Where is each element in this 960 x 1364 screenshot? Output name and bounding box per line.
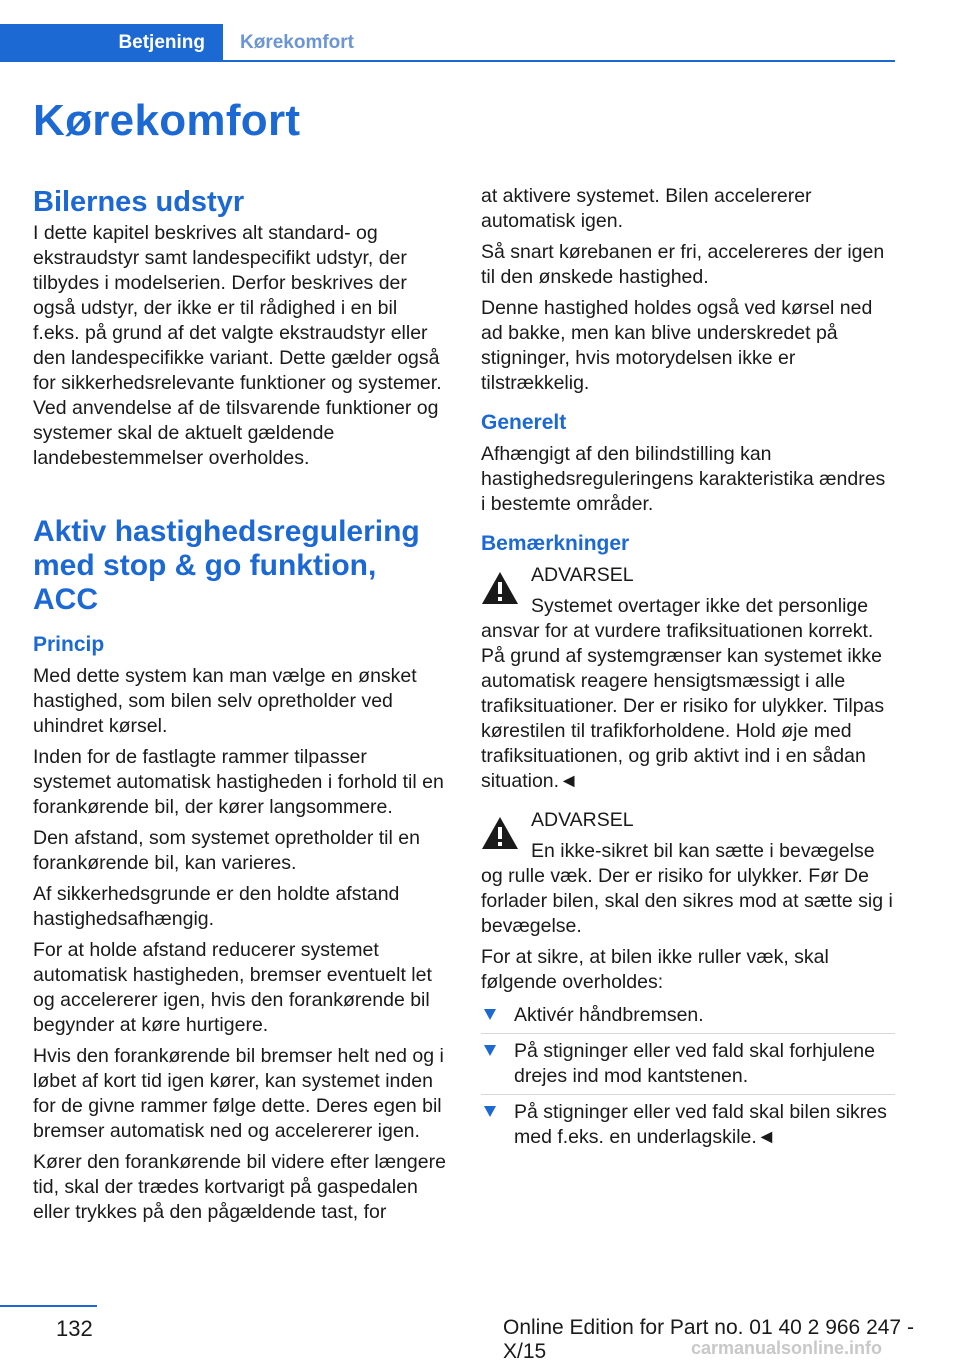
body-paragraph: Så snart kørebanen er fri, accelereres der igen til den ønskede hastighed.	[481, 241, 885, 288]
body-paragraph: For at holde afstand reducerer systemet automatisk hastigheden, bremser eventuelt let og accelererer igen, hvis den forankørende bil begynder at køre hurtigere.	[33, 939, 432, 1036]
list-item	[481, 1094, 895, 1155]
section-title-equipment: Bilernes udstyr	[33, 186, 245, 218]
warning-text	[481, 839, 895, 939]
warning-text	[481, 594, 895, 794]
bemaerkninger-heading: Bemærkninger	[481, 532, 630, 555]
warning-rest: og rulle væk. Der er risiko for ulykker. Før De forlader bilen, skal den sikres mod at sætte sig i bevægelse.	[481, 865, 893, 937]
header-bar	[0, 24, 895, 62]
left-column	[33, 186, 447, 1231]
warning-first-line: En ikke-sikret bil kan sætte i bevægelse	[531, 840, 875, 862]
bullet-list	[481, 1001, 895, 1155]
body-paragraph: Denne hastighed holdes også ved kørsel ned ad bakke, men kan blive underskredet på stigninger, hvis motorydelsen ikke er tilstrækkelig.	[481, 297, 873, 394]
warning-triangle-icon	[481, 816, 519, 850]
warning-first-line: Systemet overtager ikke det personlige	[531, 595, 869, 617]
footer-divider	[0, 1305, 97, 1307]
right-column	[481, 184, 895, 1155]
equipment-paragraph: I dette kapitel beskrives alt standard- og ekstraudstyr samt landespecifikt udstyr, der tilbydes i modelserien. Derfor beskrives der også udstyr, der ikke er til rådighed i en bil f.eks. på grund af det valgte ekstraudstyr eller den landespecifikke variant. Dette gælder også for sikkerhedsrelevante funktioner og systemer. Ved anvendelse af de tilsvarende funktioner og systemer skal de aktuelt gældende landebestemmelser overholdes.	[33, 222, 442, 469]
header-divider	[223, 60, 895, 62]
body-paragraph: Hvis den forankørende bil bremser helt ned og i løbet af kort tid igen kører, kan systemet inden for de givne rammer følge dette. Deres egen bil bremser automatisk ned og accelererer igen.	[33, 1045, 444, 1142]
list-item-text: På stigninger eller ved fald skal forhjulene drejes ind mod kantstenen.	[514, 1040, 875, 1087]
page-number: 132	[56, 1316, 93, 1341]
generelt-paragraph: Afhængigt af den bilindstilling kan hastighedsreguleringens karakteristika ændres i bestemte områder.	[481, 443, 886, 515]
body-paragraph: For at sikre, at bilen ikke ruller væk, skal følgende overholdes:	[481, 946, 829, 993]
warning-title: ADVARSEL	[531, 564, 634, 586]
tab-betjening[interactable]: Betjening	[0, 24, 223, 62]
body-paragraph: Af sikkerhedsgrunde er den holdte afstand hastighedsafhængig.	[33, 883, 400, 930]
edition-text: Online Edition for Part no. 01 40 2 966 247 - X/15	[503, 1316, 914, 1363]
triangle-bullet-icon	[484, 1009, 496, 1020]
list-item-text: På stigninger eller ved fald skal bilen sikres med f.eks. en underlagskile.◄	[514, 1101, 887, 1148]
page-title: Kørekomfort	[33, 96, 301, 145]
body-paragraph: Den afstand, som systemet opretholder til en forankørende bil, kan varieres.	[33, 827, 420, 874]
body-paragraph: Inden for de fastlagte rammer tilpasser systemet automatisk hastigheden i forhold til en forankørende bil, der kører langsommere.	[33, 746, 444, 818]
list-item-text: Aktivér håndbremsen.	[514, 1004, 704, 1026]
warning-box	[481, 563, 895, 794]
list-item	[481, 1001, 895, 1033]
warning-rest: ansvar for at vurdere trafiksituationen korrekt. På grund af systemgrænser kan systemet ikke automatisk reagere hensigtsmæssigt i alle trafiksituationer. Der er risiko for ulykker. Tilpas kørestilen til trafikforholdene. Hold øje med trafiksituationen, og grib aktivt ind i en sådan situation.◄	[481, 620, 885, 792]
warning-box	[481, 808, 895, 939]
watermark: carmanualsonline.info	[691, 1338, 883, 1358]
generelt-heading: Generelt	[481, 411, 567, 434]
list-item	[481, 1033, 895, 1094]
triangle-bullet-icon	[484, 1106, 496, 1117]
body-paragraph: Med dette system kan man vælge en ønsket hastighed, som bilen selv opretholder ved uhindret kørsel.	[33, 665, 417, 737]
body-paragraph: Kører den forankørende bil videre efter længere tid, skal der trædes kortvarigt på gaspedalen eller trykkes på den pågældende tast, for	[33, 1151, 446, 1223]
warning-triangle-icon	[481, 571, 519, 605]
princip-heading: Princip	[33, 633, 105, 656]
triangle-bullet-icon	[484, 1045, 496, 1056]
warning-title: ADVARSEL	[531, 809, 634, 831]
tab-korekomfort[interactable]: Kørekomfort	[240, 32, 355, 53]
section-title-acc: Aktiv hastighedsregulering med stop & go funktion, ACC	[33, 515, 420, 616]
body-paragraph: at aktivere systemet. Bilen accelererer automatisk igen.	[481, 185, 812, 232]
